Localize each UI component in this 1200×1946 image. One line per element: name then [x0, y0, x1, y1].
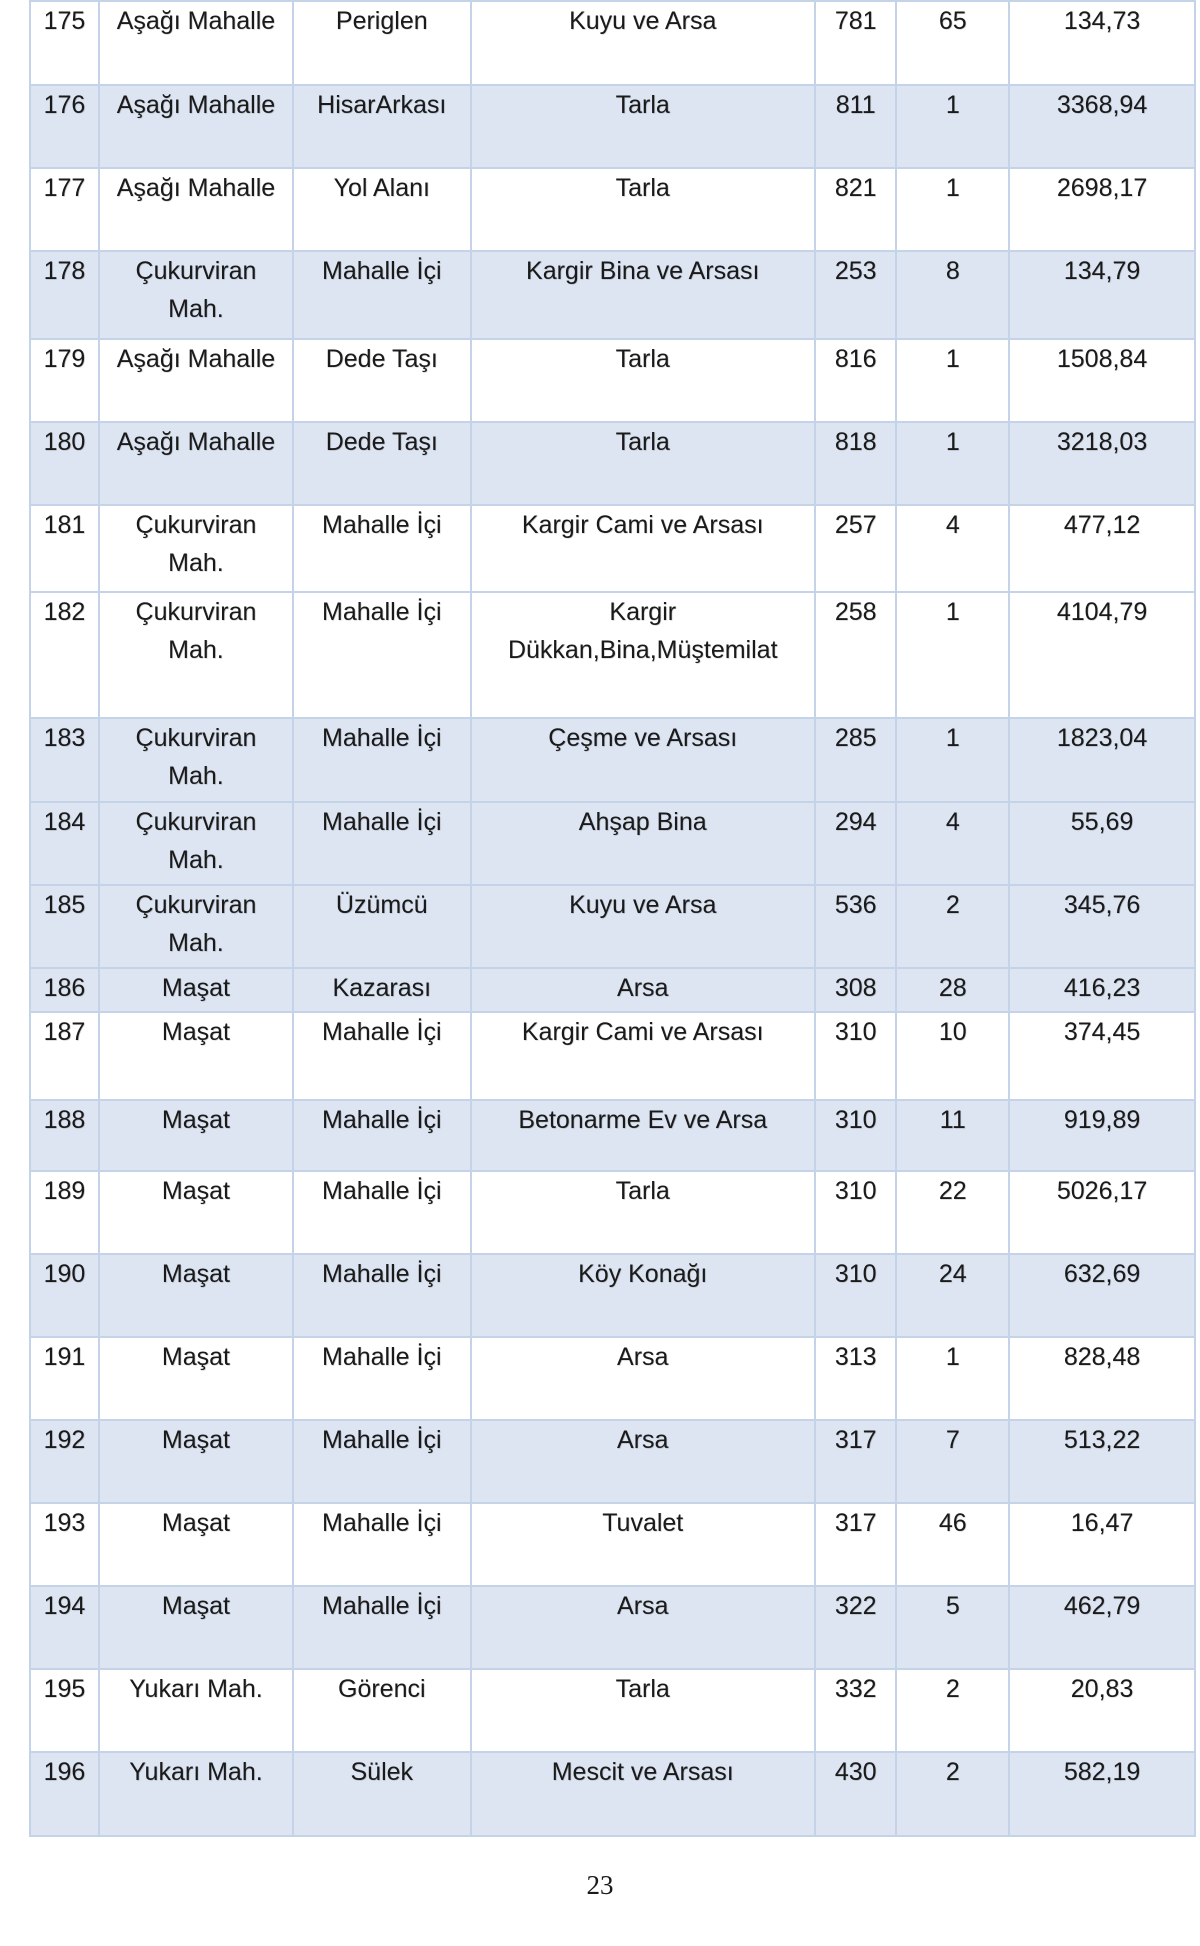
row-number-cell: 183 — [30, 718, 99, 802]
property-type-cell: Tuvalet — [471, 1503, 815, 1586]
parcel-cell: 1 — [896, 422, 1009, 505]
location-cell: Periglen — [293, 1, 470, 85]
row-number-cell: 175 — [30, 1, 99, 85]
row-number-cell: 189 — [30, 1171, 99, 1254]
row-number-cell: 195 — [30, 1669, 99, 1752]
table-row — [30, 1503, 1195, 1586]
location-cell: Mahalle İçi — [293, 251, 470, 339]
neighborhood-cell: Maşat — [99, 1100, 293, 1171]
parcel-cell: 10 — [896, 1012, 1009, 1100]
property-type-cell: Köy Konağı — [471, 1254, 815, 1337]
neighborhood-cell: Aşağı Mahalle — [99, 339, 293, 422]
location-cell: Dede Taşı — [293, 339, 470, 422]
property-type-cell: Ahşap Bina — [471, 802, 815, 885]
row-number-cell: 192 — [30, 1420, 99, 1503]
table-row — [30, 885, 1195, 968]
property-type-cell: Kargir Cami ve Arsası — [471, 1012, 815, 1100]
area-cell: 1508,84 — [1009, 339, 1195, 422]
area-cell: 919,89 — [1009, 1100, 1195, 1171]
area-cell: 55,69 — [1009, 802, 1195, 885]
location-cell: Mahalle İçi — [293, 1503, 470, 1586]
block-cell: 310 — [815, 1012, 896, 1100]
neighborhood-cell: Çukurviran Mah. — [99, 802, 293, 885]
parcel-cell: 1 — [896, 85, 1009, 168]
property-type-cell: Çeşme ve Arsası — [471, 718, 815, 802]
area-cell: 16,47 — [1009, 1503, 1195, 1586]
neighborhood-cell: Maşat — [99, 968, 293, 1012]
parcel-cell: 1 — [896, 718, 1009, 802]
table-row — [30, 968, 1195, 1012]
area-cell: 345,76 — [1009, 885, 1195, 968]
area-cell: 4104,79 — [1009, 592, 1195, 718]
table-row — [30, 592, 1195, 718]
location-cell: Mahalle İçi — [293, 1420, 470, 1503]
block-cell: 821 — [815, 168, 896, 251]
area-cell: 134,73 — [1009, 1, 1195, 85]
location-cell: Yol Alanı — [293, 168, 470, 251]
table-row — [30, 1586, 1195, 1669]
block-cell: 781 — [815, 1, 896, 85]
property-type-cell: Kargir Cami ve Arsası — [471, 505, 815, 592]
location-cell: Mahalle İçi — [293, 1012, 470, 1100]
neighborhood-cell: Çukurviran Mah. — [99, 885, 293, 968]
block-cell: 816 — [815, 339, 896, 422]
parcel-cell: 2 — [896, 1752, 1009, 1836]
area-cell: 374,45 — [1009, 1012, 1195, 1100]
block-cell: 332 — [815, 1669, 896, 1752]
block-cell: 310 — [815, 1171, 896, 1254]
table-row — [30, 1100, 1195, 1171]
row-number-cell: 179 — [30, 339, 99, 422]
neighborhood-cell: Aşağı Mahalle — [99, 85, 293, 168]
row-number-cell: 182 — [30, 592, 99, 718]
area-cell: 582,19 — [1009, 1752, 1195, 1836]
block-cell: 285 — [815, 718, 896, 802]
property-type-cell: Arsa — [471, 1337, 815, 1420]
property-table-body — [30, 1, 1195, 1836]
table-row — [30, 802, 1195, 885]
block-cell: 536 — [815, 885, 896, 968]
parcel-cell: 11 — [896, 1100, 1009, 1171]
parcel-cell: 2 — [896, 1669, 1009, 1752]
row-number-cell: 186 — [30, 968, 99, 1012]
area-cell: 513,22 — [1009, 1420, 1195, 1503]
area-cell: 5026,17 — [1009, 1171, 1195, 1254]
property-type-cell: Tarla — [471, 1171, 815, 1254]
location-cell: Mahalle İçi — [293, 718, 470, 802]
parcel-cell: 1 — [896, 339, 1009, 422]
location-cell: Mahalle İçi — [293, 592, 470, 718]
page-number: 23 — [586, 1870, 614, 1900]
property-type-cell: Tarla — [471, 339, 815, 422]
table-row — [30, 505, 1195, 592]
neighborhood-cell: Maşat — [99, 1420, 293, 1503]
table-row — [30, 1337, 1195, 1420]
location-cell: Mahalle İçi — [293, 1171, 470, 1254]
table-row — [30, 251, 1195, 339]
block-cell: 322 — [815, 1586, 896, 1669]
property-type-cell: Tarla — [471, 422, 815, 505]
neighborhood-cell: Çukurviran Mah. — [99, 505, 293, 592]
property-table — [29, 0, 1196, 1837]
area-cell: 3368,94 — [1009, 85, 1195, 168]
block-cell: 310 — [815, 1254, 896, 1337]
neighborhood-cell: Maşat — [99, 1012, 293, 1100]
property-type-cell: Kuyu ve Arsa — [471, 1, 815, 85]
block-cell: 313 — [815, 1337, 896, 1420]
location-cell: Mahalle İçi — [293, 1254, 470, 1337]
neighborhood-cell: Çukurviran Mah. — [99, 251, 293, 339]
neighborhood-cell: Maşat — [99, 1254, 293, 1337]
property-type-cell: Kargir Dükkan,Bina,Müştemilat — [471, 592, 815, 718]
neighborhood-cell: Maşat — [99, 1171, 293, 1254]
location-cell: Kazarası — [293, 968, 470, 1012]
neighborhood-cell: Çukurviran Mah. — [99, 592, 293, 718]
location-cell: Mahalle İçi — [293, 1337, 470, 1420]
property-type-cell: Mescit ve Arsası — [471, 1752, 815, 1836]
parcel-cell: 1 — [896, 592, 1009, 718]
row-number-cell: 187 — [30, 1012, 99, 1100]
location-cell: Mahalle İçi — [293, 1586, 470, 1669]
area-cell: 20,83 — [1009, 1669, 1195, 1752]
block-cell: 308 — [815, 968, 896, 1012]
block-cell: 257 — [815, 505, 896, 592]
area-cell: 134,79 — [1009, 251, 1195, 339]
parcel-cell: 24 — [896, 1254, 1009, 1337]
location-cell: Üzümcü — [293, 885, 470, 968]
area-cell: 477,12 — [1009, 505, 1195, 592]
parcel-cell: 46 — [896, 1503, 1009, 1586]
parcel-cell: 4 — [896, 505, 1009, 592]
neighborhood-cell: Maşat — [99, 1586, 293, 1669]
location-cell: Mahalle İçi — [293, 802, 470, 885]
block-cell: 317 — [815, 1503, 896, 1586]
table-row — [30, 85, 1195, 168]
parcel-cell: 2 — [896, 885, 1009, 968]
area-cell: 1823,04 — [1009, 718, 1195, 802]
parcel-cell: 5 — [896, 1586, 1009, 1669]
block-cell: 294 — [815, 802, 896, 885]
property-type-cell: Tarla — [471, 1669, 815, 1752]
parcel-cell: 22 — [896, 1171, 1009, 1254]
neighborhood-cell: Aşağı Mahalle — [99, 1, 293, 85]
row-number-cell: 180 — [30, 422, 99, 505]
table-row — [30, 718, 1195, 802]
neighborhood-cell: Maşat — [99, 1503, 293, 1586]
neighborhood-cell: Çukurviran Mah. — [99, 718, 293, 802]
block-cell: 258 — [815, 592, 896, 718]
location-cell: Dede Taşı — [293, 422, 470, 505]
row-number-cell: 194 — [30, 1586, 99, 1669]
block-cell: 818 — [815, 422, 896, 505]
row-number-cell: 177 — [30, 168, 99, 251]
table-row — [30, 1254, 1195, 1337]
parcel-cell: 1 — [896, 1337, 1009, 1420]
row-number-cell: 190 — [30, 1254, 99, 1337]
block-cell: 253 — [815, 251, 896, 339]
parcel-cell: 1 — [896, 168, 1009, 251]
row-number-cell: 191 — [30, 1337, 99, 1420]
neighborhood-cell: Aşağı Mahalle — [99, 168, 293, 251]
table-row — [30, 1752, 1195, 1836]
property-type-cell: Tarla — [471, 85, 815, 168]
table-row — [30, 422, 1195, 505]
area-cell: 828,48 — [1009, 1337, 1195, 1420]
row-number-cell: 193 — [30, 1503, 99, 1586]
location-cell: HisarArkası — [293, 85, 470, 168]
property-type-cell: Betonarme Ev ve Arsa — [471, 1100, 815, 1171]
row-number-cell: 188 — [30, 1100, 99, 1171]
row-number-cell: 185 — [30, 885, 99, 968]
parcel-cell: 28 — [896, 968, 1009, 1012]
property-type-cell: Kuyu ve Arsa — [471, 885, 815, 968]
neighborhood-cell: Yukarı Mah. — [99, 1752, 293, 1836]
table-row — [30, 1669, 1195, 1752]
table-row — [30, 339, 1195, 422]
neighborhood-cell: Yukarı Mah. — [99, 1669, 293, 1752]
property-type-cell: Arsa — [471, 1420, 815, 1503]
block-cell: 811 — [815, 85, 896, 168]
location-cell: Sülek — [293, 1752, 470, 1836]
row-number-cell: 196 — [30, 1752, 99, 1836]
block-cell: 310 — [815, 1100, 896, 1171]
neighborhood-cell: Maşat — [99, 1337, 293, 1420]
property-type-cell: Kargir Bina ve Arsası — [471, 251, 815, 339]
table-row — [30, 1012, 1195, 1100]
row-number-cell: 176 — [30, 85, 99, 168]
area-cell: 3218,03 — [1009, 422, 1195, 505]
area-cell: 632,69 — [1009, 1254, 1195, 1337]
row-number-cell: 178 — [30, 251, 99, 339]
parcel-cell: 7 — [896, 1420, 1009, 1503]
property-type-cell: Arsa — [471, 1586, 815, 1669]
location-cell: Görenci — [293, 1669, 470, 1752]
parcel-cell: 4 — [896, 802, 1009, 885]
property-type-cell: Arsa — [471, 968, 815, 1012]
table-row — [30, 168, 1195, 251]
area-cell: 462,79 — [1009, 1586, 1195, 1669]
parcel-cell: 65 — [896, 1, 1009, 85]
table-row — [30, 1171, 1195, 1254]
neighborhood-cell: Aşağı Mahalle — [99, 422, 293, 505]
property-type-cell: Tarla — [471, 168, 815, 251]
block-cell: 430 — [815, 1752, 896, 1836]
location-cell: Mahalle İçi — [293, 505, 470, 592]
table-row — [30, 1, 1195, 85]
area-cell: 2698,17 — [1009, 168, 1195, 251]
row-number-cell: 181 — [30, 505, 99, 592]
parcel-cell: 8 — [896, 251, 1009, 339]
table-row — [30, 1420, 1195, 1503]
block-cell: 317 — [815, 1420, 896, 1503]
area-cell: 416,23 — [1009, 968, 1195, 1012]
location-cell: Mahalle İçi — [293, 1100, 470, 1171]
row-number-cell: 184 — [30, 802, 99, 885]
